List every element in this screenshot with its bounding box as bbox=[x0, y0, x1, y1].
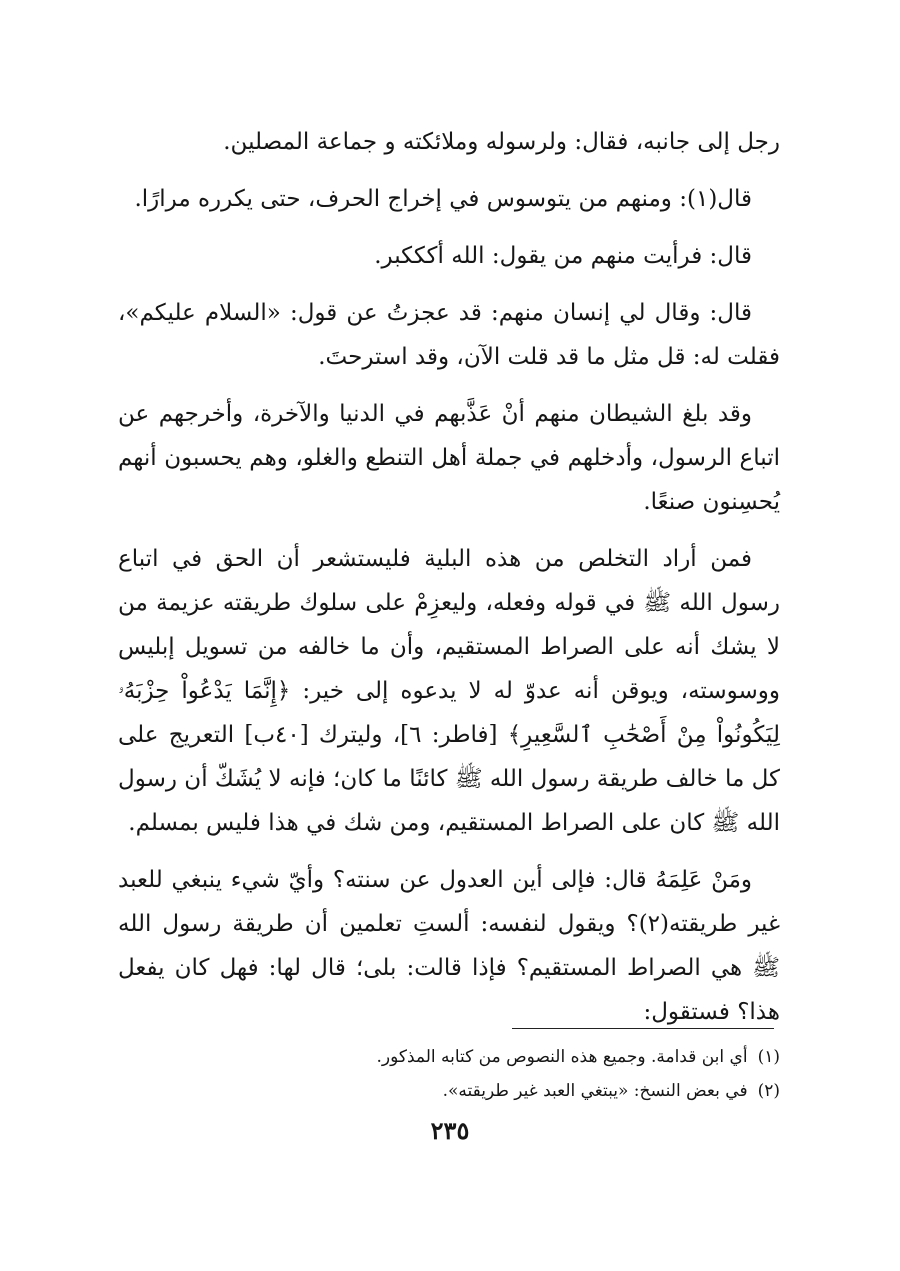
paragraph-6: فمن أراد التخلص من هذه البلية فليستشعر أن الحق في اتباع رسول الله ﷺ في قوله وفعله، وليعزِمْ على سلوك طريقته عزيمة من لا يشك أنه على الصراط المستقيم، وأن ما خالفه من تسويل إبليس ووسوسته، ويوقن أنه عدوّ له لا يدعوه إلى خير: ﴿إِنَّمَا يَدْعُواْ حِزْبَهُۥ لِيَكُونُواْ مِنْ أَصْحَٰبِ ٱلسَّعِيرِ﴾ [فاطر: ٦]، وليترك [٤٠ب] التعريج على كل ما خالف طريقة رسول الله ﷺ كائنًا ما كان؛ فإنه لا يُشَكّ أن رسول الله ﷺ كان على الصراط المستقيم، ومن شك في هذا فليس بمسلم. bbox=[118, 546, 780, 836]
paragraph-1: رجل إلى جانبه، فقال: ولرسوله وملائكته و جماعة المصلين. bbox=[223, 129, 780, 155]
paragraph-5: وقد بلغ الشيطان منهم أنْ عَذَّبهم في الدنيا والآخرة، وأخرجهم عن اتباع الرسول، وأدخلهم في جملة أهل التنطع والغلو، وهم يحسبون أنهم يُحسِنون صنعًا. bbox=[118, 401, 780, 515]
page-number: ٢٣٥ bbox=[430, 1116, 470, 1145]
footnote-text: في بعض النسخ: «يبتغي العبد غير طريقته». bbox=[442, 1081, 748, 1101]
footnote-1 bbox=[118, 1040, 780, 1074]
footnote-number: (٢) bbox=[757, 1081, 780, 1101]
footnote-2 bbox=[118, 1074, 780, 1108]
paragraph-3: قال: فرأيت منهم من يقول: الله أكككبر. bbox=[374, 243, 752, 269]
main-text bbox=[118, 120, 780, 1047]
paragraph-4: قال: وقال لي إنسان منهم: قد عجزتُ عن قول: «السلام عليكم»، فقلت له: قل مثل ما قد قلت الآن، وقد استرحتَ. bbox=[118, 300, 780, 370]
paragraph-2: قال(١): ومنهم من يتوسوس في إخراج الحرف، حتى يكرره مرارًا. bbox=[134, 186, 752, 212]
paragraph-7: ومَنْ عَلِمَهُ قال: فإلى أين العدول عن سنته؟ وأيّ شيء ينبغي للعبد غير طريقته(٢)؟ ويقول لنفسه: ألستِ تعلمين أن طريقة رسول الله ﷺ هي الصراط المستقيم؟ فإذا قالت: بلى؛ قال لها: فهل كان يفعل هذا؟ فستقول: bbox=[118, 867, 780, 1025]
footnotes bbox=[118, 1040, 780, 1108]
footnote-text: أي ابن قدامة. وجميع هذه النصوص من كتابه المذكور. bbox=[376, 1047, 748, 1067]
footnote-divider bbox=[512, 1028, 774, 1029]
footnote-number: (١) bbox=[757, 1047, 780, 1067]
